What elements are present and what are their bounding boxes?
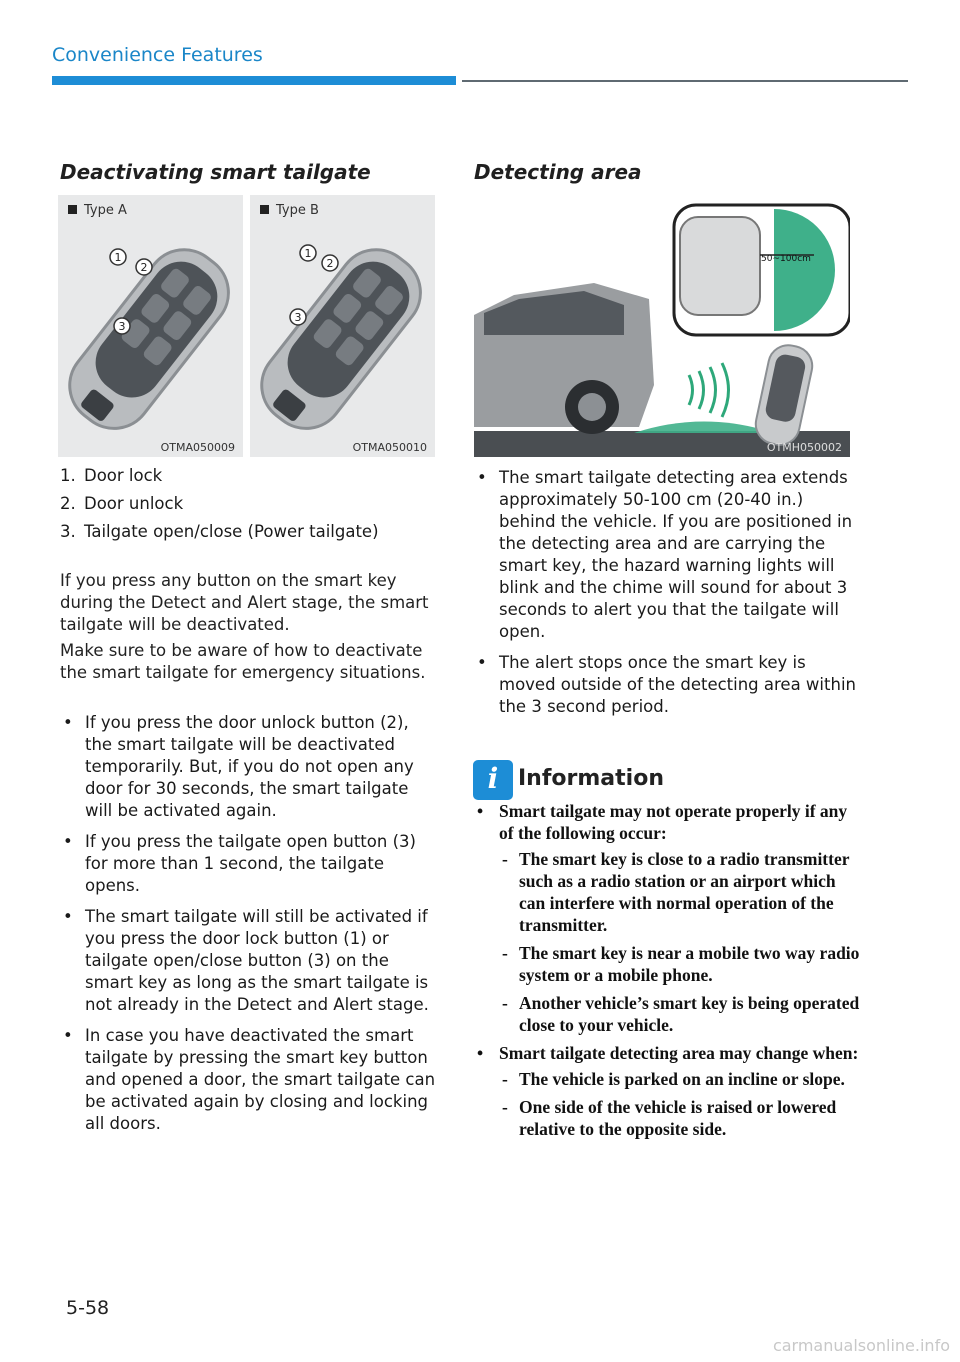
list-item: • The alert stops once the smart key is moved outside of the detecting area within the 3 second period. [474,652,859,718]
smart-key-figure-type-b [250,195,435,457]
smart-key-illustration [58,195,243,457]
svg-text:3: 3 [118,320,126,333]
paragraph: If you press any button on the smart key during the Detect and Alert stage, the smart tailgate will be deactivated. [60,571,429,634]
distance-label: 50~100cm [761,254,811,264]
info-subitem: - One side of the vehicle is raised or lowered relative to the opposite side. [499,1096,864,1140]
info-title: Information [518,766,664,791]
list-item: • In case you have deactivated the smart tailgate by pressing the smart key button and opened a door, the smart tailgate can be activated again by closing and locking all doors. [60,1025,438,1135]
list-item: 2. Door unlock [60,494,184,513]
svg-text:2: 2 [140,261,148,274]
info-subitem: - The vehicle is parked on an incline or slope. [499,1068,864,1090]
right-bullet-list [474,467,859,727]
header-accent-bar [52,76,456,85]
vehicle-illustration [474,195,850,457]
paragraph: Make sure to be aware of how to deactivate the smart tailgate for emergency situations. [60,641,426,682]
header-rule [462,80,908,82]
detecting-area-figure [474,195,850,457]
info-item: • Smart tailgate may not operate properly if any of the following occur: - The smart key is close to a radio transmitter such as a radio station or an airport which can interfere with normal operation of the transmitter. - The smart key is near a mobile two way radio system or a mobile phone. - Another vehicle’s smart key is being operated close to your vehicle. [474,800,864,1036]
list-item: • If you press the door unlock button (2), the smart tailgate will be deactivated temporarily. But, if you do not open any door for 30 seconds, the smart tailgate will be activated again. [60,712,438,822]
list-item: • The smart tailgate detecting area extends approximately 50-100 cm (20-40 in.) behind the vehicle. If you are positioned in the detecting area and are carrying the smart key, the hazard warning lights will blink and the chime will sound for about 3 seconds to alert you that the tailgate will open. [474,467,859,643]
page-number: 5-58 [66,1297,110,1319]
list-item: • The smart tailgate will still be activated if you press the door lock button (1) or tailgate open/close button (3) on the smart key as long as the smart tailgate is not already in the Detect and Alert stage. [60,906,438,1016]
list-item: 1. Door lock [60,466,163,485]
svg-text:3: 3 [294,311,302,324]
info-subitem: - The smart key is close to a radio transmitter such as a radio station or an airport which can interfere with normal operation of the transmitter. [499,848,864,936]
info-icon: i [473,760,513,800]
button-legend-list [60,465,379,549]
svg-text:2: 2 [326,257,334,270]
list-item: 3. Tailgate open/close (Power tailgate) [60,522,379,541]
type-label: Type B [260,203,319,218]
figure-code: OTMA050010 [352,441,427,454]
info-item: • Smart tailgate detecting area may change when: - The vehicle is parked on an incline or slope. - One side of the vehicle is raised or lowered relative to the opposite side. [474,1042,864,1140]
info-subitem: - Another vehicle’s smart key is being operated close to your vehicle. [499,992,864,1036]
figure-code: OTMA050009 [160,441,235,454]
info-subitem: - The smart key is near a mobile two way radio system or a mobile phone. [499,942,864,986]
type-label: Type A [68,203,127,218]
left-heading: Deactivating smart tailgate [60,160,371,184]
smart-key-figure-type-a [58,195,243,457]
figure-code: OTMH050002 [766,441,842,454]
left-bullet-list [60,712,438,1144]
info-list [474,800,864,1146]
section-title: Convenience Features [52,44,263,66]
right-heading: Detecting area [474,160,642,184]
watermark: carmanualsonline.info [772,1336,950,1355]
smart-key-illustration [250,195,435,457]
list-item: • If you press the tailgate open button (3) for more than 1 second, the tailgate opens. [60,831,438,897]
svg-text:1: 1 [304,247,312,260]
svg-text:1: 1 [114,251,122,264]
